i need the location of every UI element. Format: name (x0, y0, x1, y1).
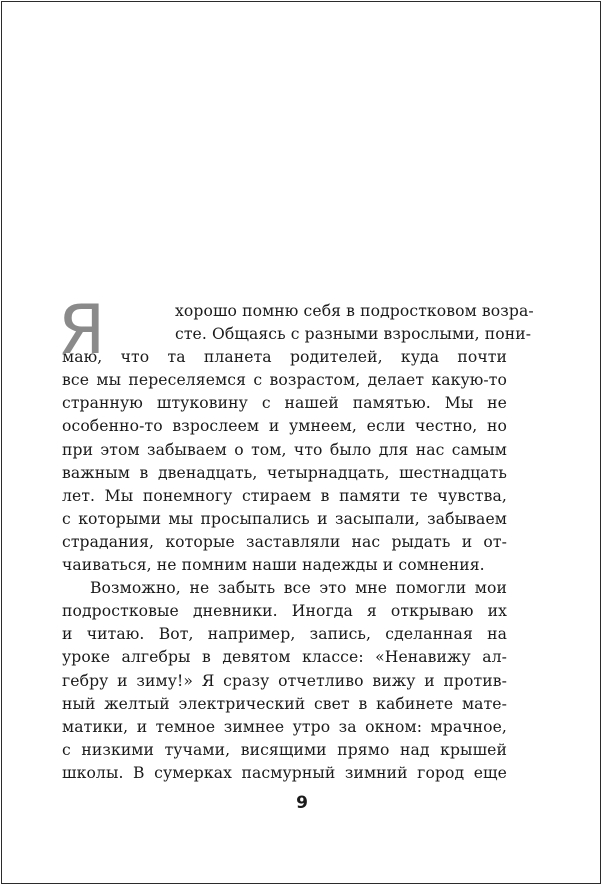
text-line: хорошо помню себя в подростковом возра- (175, 302, 534, 320)
text-line: подростковые дневники. Иногда я открываю их (62, 602, 507, 621)
page-number: 9 (296, 793, 308, 813)
text-line: при этом забываем о том, что было для нас самым (62, 440, 507, 459)
text-line: ный желтый электрический свет в кабинете мате- (62, 694, 507, 713)
text-line: важным в двенадцать, четырнадцать, шестнадцать (62, 463, 507, 482)
text-line: с низкими тучами, висящими прямо над крышей (62, 740, 507, 759)
text-line: маю, что та планета родителей, куда почти (62, 348, 507, 367)
text-line: все мы переселяемся с возрастом, делает какую-то (62, 371, 507, 390)
text-line: страдания, которые заставляли нас рыдать и от- (62, 532, 507, 551)
text-line: Возможно, не забыть все это мне помогли мои (90, 579, 507, 598)
text-line: странную штуковину с нашей памятью. Мы не (62, 394, 507, 413)
text-line: сте. Общаясь с разными взрослыми, пони- (175, 325, 532, 344)
text-line: и читаю. Вот, например, запись, сделанная на (62, 625, 507, 644)
text-line: школы. В сумерках пасмурный зимний город еще (62, 763, 507, 782)
text-line: особенно-то взрослеем и умнеем, если честно, но (62, 417, 507, 436)
text-line: гебру и зиму!» Я сразу отчетливо вижу и против- (62, 671, 507, 690)
text-line: уроке алгебры в девятом классе: «Ненавижу ал- (62, 648, 507, 667)
text-line: матики, и темное зимнее утро за окном: мрачное, (62, 717, 507, 736)
body-text (58, 291, 534, 785)
text-line: лет. Мы понемногу стираем в памяти те чувства, (62, 486, 507, 505)
text-line: чаиваться, не помним наши надежды и сомнения. (62, 556, 485, 575)
drop-cap: Я (58, 291, 106, 370)
text-line: с которыми мы просыпались и засыпали, забываем (62, 509, 507, 528)
